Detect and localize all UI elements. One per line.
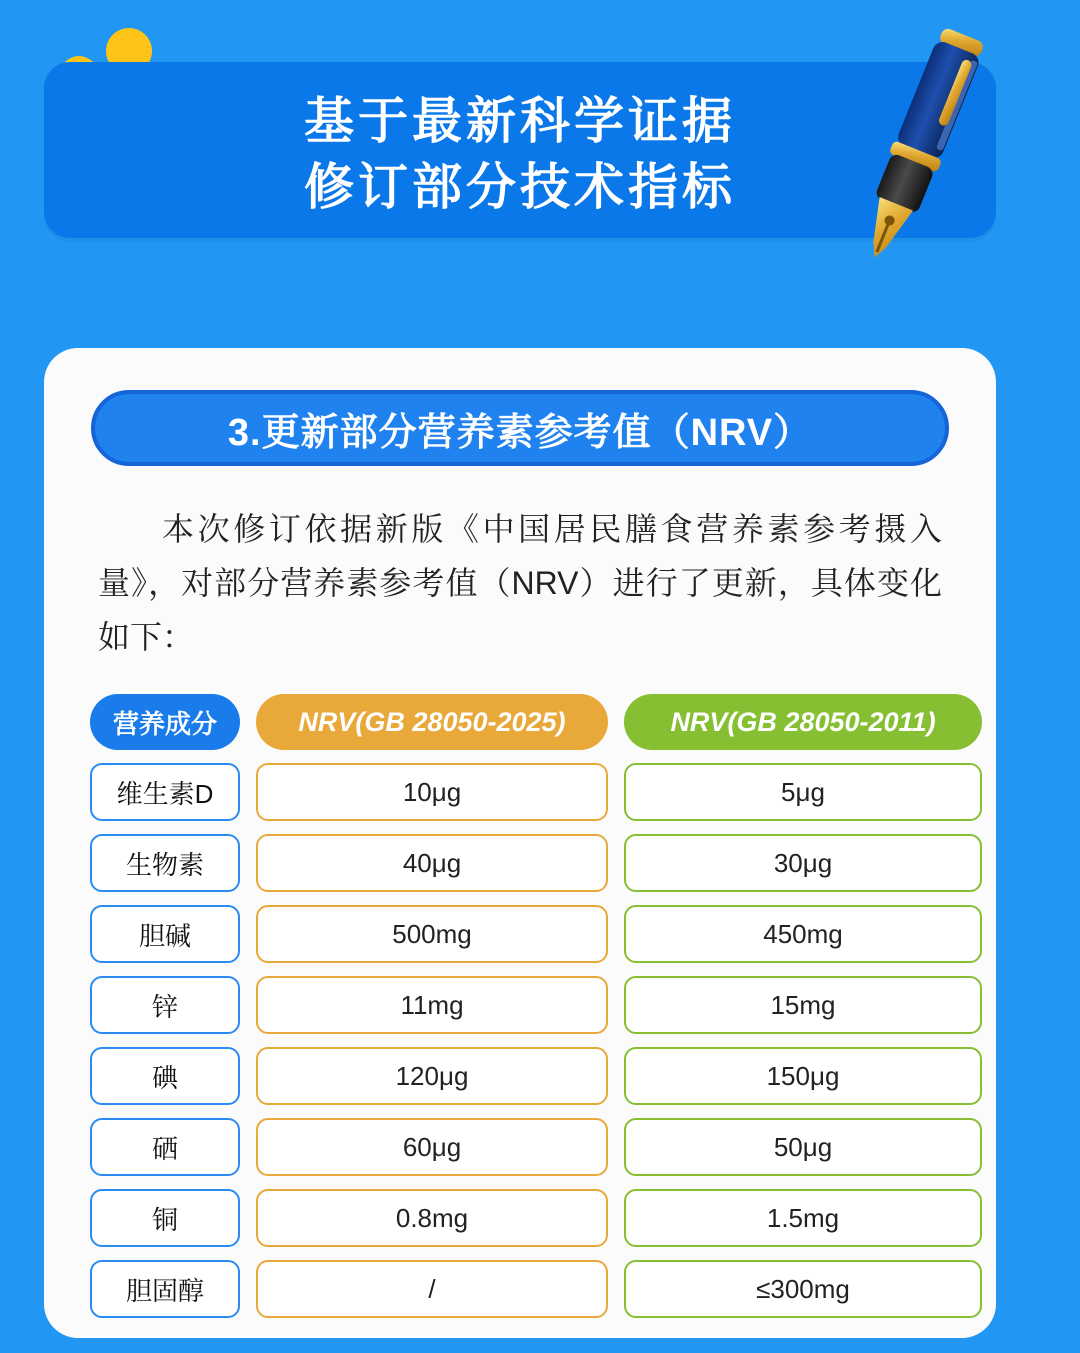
table-header-nrv-2011: NRV(GB 28050-2011) [624, 694, 982, 750]
table-row [90, 1189, 950, 1247]
cell-nrv-2025: 120μg [256, 1047, 608, 1105]
table-header-nutrient: 营养成分 [90, 694, 240, 750]
cell-nutrient: 硒 [90, 1118, 240, 1176]
cell-nrv-2025: 40μg [256, 834, 608, 892]
cell-nrv-2011: 30μg [624, 834, 982, 892]
header [44, 42, 1036, 238]
section-title: 3.更新部分营养素参考值（NRV） [227, 411, 813, 454]
cell-nutrient: 维生素D [90, 763, 240, 821]
cell-nrv-2025: / [256, 1260, 608, 1318]
header-title-line2: 修订部分技术指标 [304, 159, 736, 215]
table-header-row [90, 694, 950, 750]
table-row [90, 976, 950, 1034]
table-row [90, 1118, 950, 1176]
cell-nutrient: 铜 [90, 1189, 240, 1247]
cell-nrv-2011: 150μg [624, 1047, 982, 1105]
table-row [90, 834, 950, 892]
section-title-pill [91, 390, 949, 466]
table-row [90, 1260, 950, 1318]
fountain-pen-icon [824, 20, 1014, 270]
nrv-table [90, 694, 950, 1318]
cell-nutrient: 碘 [90, 1047, 240, 1105]
cell-nrv-2025: 0.8mg [256, 1189, 608, 1247]
table-row [90, 1047, 950, 1105]
cell-nrv-2011: 15mg [624, 976, 982, 1034]
cell-nutrient: 生物素 [90, 834, 240, 892]
cell-nrv-2025: 60μg [256, 1118, 608, 1176]
table-row [90, 905, 950, 963]
cell-nutrient: 胆固醇 [90, 1260, 240, 1318]
cell-nrv-2025: 500mg [256, 905, 608, 963]
content-card [44, 348, 996, 1338]
cell-nrv-2025: 11mg [256, 976, 608, 1034]
table-header-nrv-2025: NRV(GB 28050-2025) [256, 694, 608, 750]
cell-nutrient: 锌 [90, 976, 240, 1034]
cell-nrv-2011: 50μg [624, 1118, 982, 1176]
intro-paragraph: 本次修订依据新版《中国居民膳食营养素参考摄入量》，对部分营养素参考值（NRV）进行了更新，具体变化如下： [98, 511, 942, 655]
cell-nrv-2011: 1.5mg [624, 1189, 982, 1247]
cell-nrv-2011: 450mg [624, 905, 982, 963]
cell-nutrient: 胆碱 [90, 905, 240, 963]
header-title-line1: 基于最新科学证据 [304, 93, 736, 149]
table-row [90, 763, 950, 821]
cell-nrv-2025: 10μg [256, 763, 608, 821]
cell-nrv-2011: 5μg [624, 763, 982, 821]
cell-nrv-2011: ≤300mg [624, 1260, 982, 1318]
